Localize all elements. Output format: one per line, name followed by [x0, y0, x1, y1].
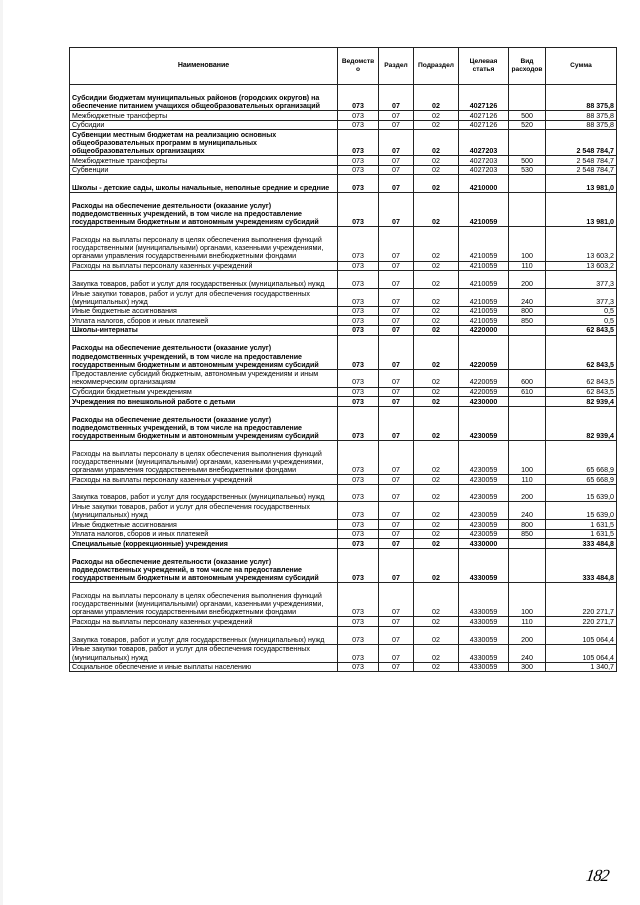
cell-target: 4230059 [459, 502, 509, 520]
cell-name: Уплата налогов, сборов и иных платежей [70, 316, 338, 326]
cell-kind: 800 [509, 306, 546, 316]
budget-table [69, 47, 617, 672]
cell-subsection: 02 [414, 306, 459, 316]
cell-kind: 600 [509, 369, 546, 387]
cell-kind: 100 [509, 583, 546, 617]
header-section: Раздел [379, 48, 414, 85]
table-row [70, 369, 617, 387]
cell-target: 4330059 [459, 617, 509, 627]
cell-sum: 220 271,7 [546, 617, 617, 627]
cell-target: 4220059 [459, 369, 509, 387]
cell-kind: 800 [509, 520, 546, 530]
cell-dept: 073 [338, 502, 379, 520]
cell-name: Расходы на обеспечение деятельности (оказание услуг) подведомственных учреждений, в том числе на предоставление государственным бюджетным и автономным учреждениям субсидий [70, 193, 338, 227]
cell-subsection: 02 [414, 120, 459, 130]
cell-target: 4027126 [459, 85, 509, 111]
cell-sum: 0,5 [546, 316, 617, 326]
cell-target: 4230059 [459, 520, 509, 530]
cell-sum: 0,5 [546, 306, 617, 316]
table-row [70, 644, 617, 662]
cell-section: 07 [379, 261, 414, 271]
cell-name: Специальные (коррекционные) учреждения [70, 539, 338, 549]
cell-subsection: 02 [414, 440, 459, 474]
table-body [70, 85, 617, 672]
cell-kind [509, 175, 546, 193]
cell-subsection: 02 [414, 111, 459, 121]
cell-kind [509, 130, 546, 156]
cell-section: 07 [379, 156, 414, 166]
cell-dept: 073 [338, 271, 379, 289]
cell-dept: 073 [338, 617, 379, 627]
cell-kind: 110 [509, 261, 546, 271]
cell-target: 4210059 [459, 227, 509, 261]
header-dept: Ведомство [338, 48, 379, 85]
table-row [70, 175, 617, 193]
cell-dept: 073 [338, 316, 379, 326]
cell-target: 4210059 [459, 193, 509, 227]
table-row [70, 397, 617, 407]
cell-subsection: 02 [414, 156, 459, 166]
cell-target: 4230059 [459, 475, 509, 485]
cell-dept: 073 [338, 387, 379, 397]
cell-subsection: 02 [414, 627, 459, 645]
cell-kind: 240 [509, 502, 546, 520]
cell-dept: 073 [338, 130, 379, 156]
cell-subsection: 02 [414, 85, 459, 111]
cell-sum: 15 639,0 [546, 484, 617, 502]
table-row [70, 227, 617, 261]
cell-section: 07 [379, 325, 414, 335]
cell-sum: 1 340,7 [546, 662, 617, 672]
cell-target: 4027126 [459, 120, 509, 130]
cell-target: 4220059 [459, 335, 509, 369]
cell-subsection: 02 [414, 369, 459, 387]
budget-sheet [69, 47, 616, 672]
cell-sum: 1 631,5 [546, 529, 617, 539]
table-row [70, 549, 617, 583]
cell-section: 07 [379, 644, 414, 662]
cell-dept: 073 [338, 175, 379, 193]
cell-name: Расходы на выплаты персоналу в целях обеспечения выполнения функций государственными (муниципальными) органами, казенными учреждениями, органами управления государственными внебюджетными фондами [70, 227, 338, 261]
cell-name: Расходы на выплаты персоналу в целях обеспечения выполнения функций государственными (муниципальными) органами, казенными учреждениями, органами управления государственными внебюджетными фондами [70, 440, 338, 474]
table-row [70, 130, 617, 156]
cell-target: 4027203 [459, 130, 509, 156]
cell-name: Уплата налогов, сборов и иных платежей [70, 529, 338, 539]
cell-target: 4230059 [459, 440, 509, 474]
cell-sum: 2 548 784,7 [546, 165, 617, 175]
cell-dept: 073 [338, 520, 379, 530]
cell-dept: 073 [338, 227, 379, 261]
cell-kind: 500 [509, 156, 546, 166]
cell-subsection: 02 [414, 271, 459, 289]
cell-name: Школы-интернаты [70, 325, 338, 335]
cell-sum: 62 843,5 [546, 387, 617, 397]
cell-section: 07 [379, 193, 414, 227]
cell-dept: 073 [338, 306, 379, 316]
cell-sum: 15 639,0 [546, 502, 617, 520]
cell-kind: 850 [509, 316, 546, 326]
cell-subsection: 02 [414, 175, 459, 193]
cell-kind: 850 [509, 529, 546, 539]
table-row [70, 261, 617, 271]
cell-target: 4210059 [459, 271, 509, 289]
cell-subsection: 02 [414, 529, 459, 539]
cell-sum: 13 981,0 [546, 175, 617, 193]
cell-section: 07 [379, 549, 414, 583]
cell-subsection: 02 [414, 316, 459, 326]
cell-sum: 377,3 [546, 271, 617, 289]
cell-sum: 62 843,5 [546, 325, 617, 335]
cell-target: 4210059 [459, 316, 509, 326]
cell-subsection: 02 [414, 288, 459, 306]
cell-sum: 105 064,4 [546, 627, 617, 645]
cell-section: 07 [379, 369, 414, 387]
cell-sum: 88 375,8 [546, 85, 617, 111]
cell-subsection: 02 [414, 406, 459, 440]
cell-kind [509, 397, 546, 407]
cell-name: Социальное обеспечение и иные выплаты населению [70, 662, 338, 672]
table-row [70, 617, 617, 627]
cell-sum: 88 375,8 [546, 111, 617, 121]
cell-subsection: 02 [414, 387, 459, 397]
cell-section: 07 [379, 175, 414, 193]
cell-name: Учреждения по внешкольной работе с детьми [70, 397, 338, 407]
cell-section: 07 [379, 662, 414, 672]
cell-section: 07 [379, 484, 414, 502]
cell-sum: 65 668,9 [546, 475, 617, 485]
cell-dept: 073 [338, 627, 379, 645]
cell-target: 4330059 [459, 549, 509, 583]
cell-target: 4230059 [459, 529, 509, 539]
cell-target: 4220059 [459, 387, 509, 397]
cell-target: 4027203 [459, 165, 509, 175]
cell-name: Иные закупки товаров, работ и услуг для обеспечения государственных (муниципальных) нужд [70, 644, 338, 662]
cell-name: Субсидии бюджетам муниципальных районов (городских округов) на обеспечение питанием учащихся общеобразовательных организаций [70, 85, 338, 111]
cell-kind [509, 85, 546, 111]
cell-name: Субвенции [70, 165, 338, 175]
cell-subsection: 02 [414, 227, 459, 261]
cell-name: Иные закупки товаров, работ и услуг для обеспечения государственных (муниципальных) нужд [70, 288, 338, 306]
table-row [70, 156, 617, 166]
cell-subsection: 02 [414, 644, 459, 662]
cell-target: 4210000 [459, 175, 509, 193]
cell-subsection: 02 [414, 335, 459, 369]
cell-subsection: 02 [414, 475, 459, 485]
cell-sum: 13 603,2 [546, 227, 617, 261]
cell-section: 07 [379, 111, 414, 121]
table-row [70, 520, 617, 530]
cell-section: 07 [379, 475, 414, 485]
scan-edge [0, 0, 3, 905]
table-row [70, 85, 617, 111]
cell-subsection: 02 [414, 520, 459, 530]
cell-kind: 200 [509, 627, 546, 645]
cell-name: Межбюджетные трансферты [70, 156, 338, 166]
cell-dept: 073 [338, 440, 379, 474]
cell-dept: 073 [338, 475, 379, 485]
cell-section: 07 [379, 539, 414, 549]
cell-name: Расходы на выплаты персоналу в целях обеспечения выполнения функций государственными (муниципальными) органами, казенными учреждениями, органами управления государственными внебюджетными фондами [70, 583, 338, 617]
cell-dept: 073 [338, 85, 379, 111]
cell-section: 07 [379, 316, 414, 326]
cell-dept: 073 [338, 120, 379, 130]
cell-kind: 110 [509, 475, 546, 485]
cell-section: 07 [379, 306, 414, 316]
cell-section: 07 [379, 627, 414, 645]
cell-name: Расходы на обеспечение деятельности (оказание услуг) подведомственных учреждений, в том числе на предоставление государственным бюджетным и автономным учреждениям субсидий [70, 549, 338, 583]
cell-sum: 333 484,8 [546, 549, 617, 583]
cell-dept: 073 [338, 549, 379, 583]
cell-kind: 100 [509, 440, 546, 474]
cell-kind [509, 539, 546, 549]
table-row [70, 325, 617, 335]
cell-dept: 073 [338, 288, 379, 306]
cell-target: 4230059 [459, 406, 509, 440]
cell-name: Иные бюджетные ассигнования [70, 520, 338, 530]
cell-target: 4220000 [459, 325, 509, 335]
cell-subsection: 02 [414, 662, 459, 672]
cell-section: 07 [379, 440, 414, 474]
cell-sum: 377,3 [546, 288, 617, 306]
cell-section: 07 [379, 617, 414, 627]
cell-dept: 073 [338, 156, 379, 166]
cell-subsection: 02 [414, 484, 459, 502]
cell-section: 07 [379, 397, 414, 407]
cell-kind: 200 [509, 271, 546, 289]
page-number: 182 [584, 866, 610, 885]
cell-section: 07 [379, 529, 414, 539]
cell-sum: 65 668,9 [546, 440, 617, 474]
cell-dept: 073 [338, 529, 379, 539]
cell-kind: 520 [509, 120, 546, 130]
table-row [70, 529, 617, 539]
table-row [70, 440, 617, 474]
cell-section: 07 [379, 85, 414, 111]
cell-name: Предоставление субсидий бюджетным, автономным учреждениям и иным некоммерческим организациям [70, 369, 338, 387]
table-row [70, 387, 617, 397]
cell-name: Расходы на выплаты персоналу казенных учреждений [70, 475, 338, 485]
cell-kind [509, 193, 546, 227]
cell-kind: 610 [509, 387, 546, 397]
cell-dept: 073 [338, 325, 379, 335]
cell-sum: 13 603,2 [546, 261, 617, 271]
cell-section: 07 [379, 406, 414, 440]
cell-subsection: 02 [414, 502, 459, 520]
cell-kind: 110 [509, 617, 546, 627]
cell-name: Закупка товаров, работ и услуг для государственных (муниципальных) нужд [70, 271, 338, 289]
cell-section: 07 [379, 120, 414, 130]
table-row [70, 627, 617, 645]
cell-subsection: 02 [414, 193, 459, 227]
cell-section: 07 [379, 502, 414, 520]
table-row [70, 484, 617, 502]
cell-kind: 300 [509, 662, 546, 672]
cell-target: 4027126 [459, 111, 509, 121]
cell-kind: 240 [509, 288, 546, 306]
cell-target: 4330059 [459, 662, 509, 672]
header-name: Наименование [70, 48, 338, 85]
cell-sum: 82 939,4 [546, 397, 617, 407]
cell-dept: 073 [338, 335, 379, 369]
cell-section: 07 [379, 227, 414, 261]
cell-section: 07 [379, 271, 414, 289]
cell-name: Расходы на выплаты персоналу казенных учреждений [70, 261, 338, 271]
cell-name: Закупка товаров, работ и услуг для государственных (муниципальных) нужд [70, 627, 338, 645]
cell-name: Субсидии бюджетным учреждениям [70, 387, 338, 397]
cell-dept: 073 [338, 111, 379, 121]
cell-dept: 073 [338, 406, 379, 440]
cell-dept: 073 [338, 484, 379, 502]
header-target: Целевая статья [459, 48, 509, 85]
cell-sum: 62 843,5 [546, 369, 617, 387]
cell-sum: 2 548 784,7 [546, 130, 617, 156]
cell-subsection: 02 [414, 325, 459, 335]
cell-section: 07 [379, 335, 414, 369]
header-sum: Сумма [546, 48, 617, 85]
cell-target: 4210059 [459, 288, 509, 306]
cell-section: 07 [379, 387, 414, 397]
cell-kind [509, 325, 546, 335]
cell-kind: 500 [509, 111, 546, 121]
cell-target: 4210059 [459, 261, 509, 271]
cell-dept: 073 [338, 662, 379, 672]
cell-target: 4230000 [459, 397, 509, 407]
table-row [70, 165, 617, 175]
cell-kind: 530 [509, 165, 546, 175]
cell-sum: 1 631,5 [546, 520, 617, 530]
cell-name: Иные закупки товаров, работ и услуг для обеспечения государственных (муниципальных) нужд [70, 502, 338, 520]
cell-kind: 200 [509, 484, 546, 502]
cell-subsection: 02 [414, 397, 459, 407]
table-row [70, 193, 617, 227]
table-row [70, 539, 617, 549]
cell-sum: 13 981,0 [546, 193, 617, 227]
cell-target: 4210059 [459, 306, 509, 316]
cell-subsection: 02 [414, 130, 459, 156]
cell-name: Межбюджетные трансферты [70, 111, 338, 121]
cell-section: 07 [379, 130, 414, 156]
table-row [70, 306, 617, 316]
cell-sum: 62 843,5 [546, 335, 617, 369]
cell-subsection: 02 [414, 617, 459, 627]
cell-target: 4330059 [459, 627, 509, 645]
header-subsection: Подраздел [414, 48, 459, 85]
cell-subsection: 02 [414, 261, 459, 271]
cell-name: Расходы на обеспечение деятельности (оказание услуг) подведомственных учреждений, в том числе на предоставление государственным бюджетным и автономным учреждениям субсидий [70, 335, 338, 369]
cell-name: Расходы на обеспечение деятельности (оказание услуг) подведомственных учреждений, в том числе на предоставление государственным бюджетным и автономным учреждениям субсидий [70, 406, 338, 440]
cell-subsection: 02 [414, 165, 459, 175]
cell-section: 07 [379, 520, 414, 530]
cell-dept: 073 [338, 539, 379, 549]
cell-dept: 073 [338, 583, 379, 617]
cell-section: 07 [379, 583, 414, 617]
cell-dept: 073 [338, 165, 379, 175]
cell-kind: 100 [509, 227, 546, 261]
cell-sum: 82 939,4 [546, 406, 617, 440]
table-row [70, 271, 617, 289]
cell-dept: 073 [338, 261, 379, 271]
cell-dept: 073 [338, 397, 379, 407]
cell-sum: 2 548 784,7 [546, 156, 617, 166]
cell-name: Школы - детские сады, школы начальные, неполные средние и средние [70, 175, 338, 193]
cell-name: Закупка товаров, работ и услуг для государственных (муниципальных) нужд [70, 484, 338, 502]
cell-subsection: 02 [414, 583, 459, 617]
cell-sum: 333 484,8 [546, 539, 617, 549]
cell-sum: 88 375,8 [546, 120, 617, 130]
cell-section: 07 [379, 165, 414, 175]
cell-target: 4027203 [459, 156, 509, 166]
table-row [70, 475, 617, 485]
table-row [70, 316, 617, 326]
cell-kind [509, 406, 546, 440]
cell-name: Субсидии [70, 120, 338, 130]
cell-subsection: 02 [414, 549, 459, 583]
cell-name: Расходы на выплаты персоналу казенных учреждений [70, 617, 338, 627]
table-row [70, 335, 617, 369]
cell-sum: 105 064,4 [546, 644, 617, 662]
table-row [70, 502, 617, 520]
table-row [70, 583, 617, 617]
table-row [70, 120, 617, 130]
table-row [70, 662, 617, 672]
cell-kind [509, 549, 546, 583]
cell-target: 4330000 [459, 539, 509, 549]
table-row [70, 111, 617, 121]
cell-sum: 220 271,7 [546, 583, 617, 617]
header-row [70, 48, 617, 85]
header-kind: Вид расходов [509, 48, 546, 85]
cell-target: 4330059 [459, 583, 509, 617]
cell-kind: 240 [509, 644, 546, 662]
table-row [70, 406, 617, 440]
cell-name: Субвенции местным бюджетам на реализацию основных общеобразовательных программ в муниципальных общеобразовательных организациях [70, 130, 338, 156]
cell-target: 4330059 [459, 644, 509, 662]
table-row [70, 288, 617, 306]
cell-dept: 073 [338, 369, 379, 387]
cell-name: Иные бюджетные ассигнования [70, 306, 338, 316]
cell-kind [509, 335, 546, 369]
cell-target: 4230059 [459, 484, 509, 502]
cell-subsection: 02 [414, 539, 459, 549]
cell-dept: 073 [338, 193, 379, 227]
cell-dept: 073 [338, 644, 379, 662]
cell-section: 07 [379, 288, 414, 306]
